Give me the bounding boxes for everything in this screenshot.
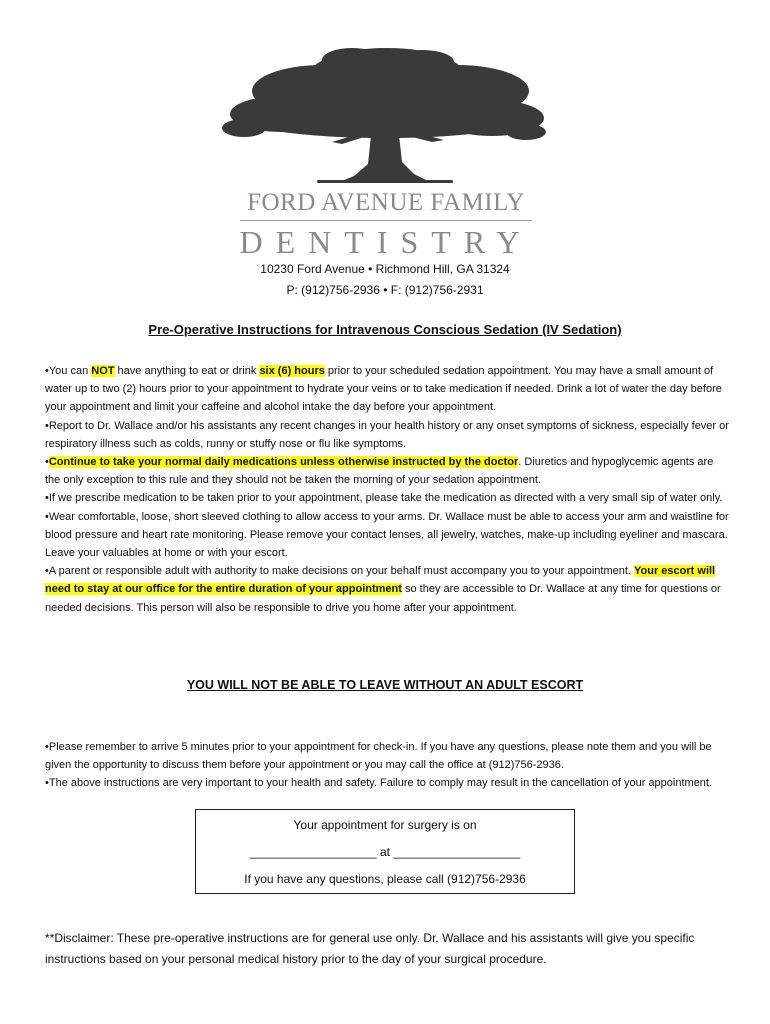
practice-logo <box>0 0 770 262</box>
appointment-box <box>195 809 575 894</box>
reminder-arrival: •Please remember to arrive 5 minutes prior to your appointment for check-in. If you have any questions, please note them and you will be given the opportunity to discuss them before your appointment or you may call the office at (912)756-2936. <box>45 741 712 772</box>
brand-divider <box>240 220 532 221</box>
disclaimer: **Disclaimer: These pre-operative instructions are for general use only. Dr. Wallace and his assistants will give you specific instructions based on your personal medical history prior to the day of your surgical procedure. <box>45 931 695 966</box>
instructions-list <box>45 362 730 617</box>
instruction-text: . Diuretics and hypoglycemic agents are the only exception to this rule and they should not be taken the morning of your sedation appointment. <box>45 456 714 487</box>
instruction-health-changes: •Report to Dr. Wallace and/or his assistants any recent changes in your health history or any onset symptoms of sickness, especially fever or respiratory illness such as colds, runny or stuffy nose or flu like symptoms. <box>45 419 729 450</box>
instruction-text: •You can <box>45 365 92 377</box>
reminder-compliance: •The above instructions are very important to your health and safety. Failure to comply may result in the cancellation of your appointment. <box>45 777 713 790</box>
escort-warning: YOU WILL NOT BE ABLE TO LEAVE WITHOUT AN ADULT ESCORT <box>186 678 584 692</box>
instruction-clothing: •Wear comfortable, loose, short sleeved clothing to allow access to your arms. Dr. Wallace must be able to access your arm and waistline for blood pressure and heart rate monitoring. Please remove your contact lenses, all jewelry, watches, make-up including eyeliner and mascara. Leave your valuables at home or with your escort. <box>45 510 729 560</box>
instruction-text: have anything to eat or drink <box>114 365 260 377</box>
highlight-escort-stay: Your escort will need to stay at our office for the entire duration of your appointment <box>45 565 716 596</box>
appointment-date-time-blanks: ___________________ at ___________________ <box>249 845 521 859</box>
instruction-text: prior to your scheduled sedation appointment. You may have a small amount of water up to two (2) hours prior to your appointment to hydrate your veins or to take medication if needed. Drink a lot of water the day before your appointment and limit your caffeine and alcohol intake the day before your appointment. <box>45 365 722 414</box>
instruction-text: • <box>45 456 49 469</box>
oak-tree-icon <box>222 46 548 192</box>
instruction-fasting <box>45 362 730 417</box>
highlight-not: NOT <box>91 365 115 377</box>
appointment-label: Your appointment for surgery is on <box>293 818 477 832</box>
highlight-six-hours: six (6) hours <box>259 365 325 377</box>
brand-name-line1: FORD AVENUE FAMILY <box>247 189 525 216</box>
instruction-prescribed-medication: •If we prescribe medication to be taken prior to your appointment, please take the medication as directed with a very small sip of water only. <box>45 492 723 505</box>
instruction-text: so they are accessible to Dr. Wallace at any time for questions or needed decisions. This person will also be responsible to drive you home after your appointment. <box>45 583 721 614</box>
highlight-medications: Continue to take your normal daily medications unless otherwise instructed by the doctor <box>48 456 519 469</box>
instruction-text: •A parent or responsible adult with authority to make decisions on your behalf must accompany you to your appointment. <box>45 565 635 578</box>
page-title: Pre-Operative Instructions for Intravenous Conscious Sedation (IV Sedation) <box>148 322 622 337</box>
practice-address: 10230 Ford Avenue • Richmond Hill, GA 31324 <box>260 262 510 276</box>
practice-phone-fax: P: (912)756-2936 • F: (912)756-2931 <box>286 283 484 297</box>
instruction-medications <box>45 453 730 489</box>
instruction-escort <box>45 562 730 617</box>
reminders-list <box>45 738 730 793</box>
appointment-questions-phone: If you have any questions, please call (912)756-2936 <box>244 872 526 886</box>
brand-name-line2: DENTISTRY <box>239 224 533 260</box>
